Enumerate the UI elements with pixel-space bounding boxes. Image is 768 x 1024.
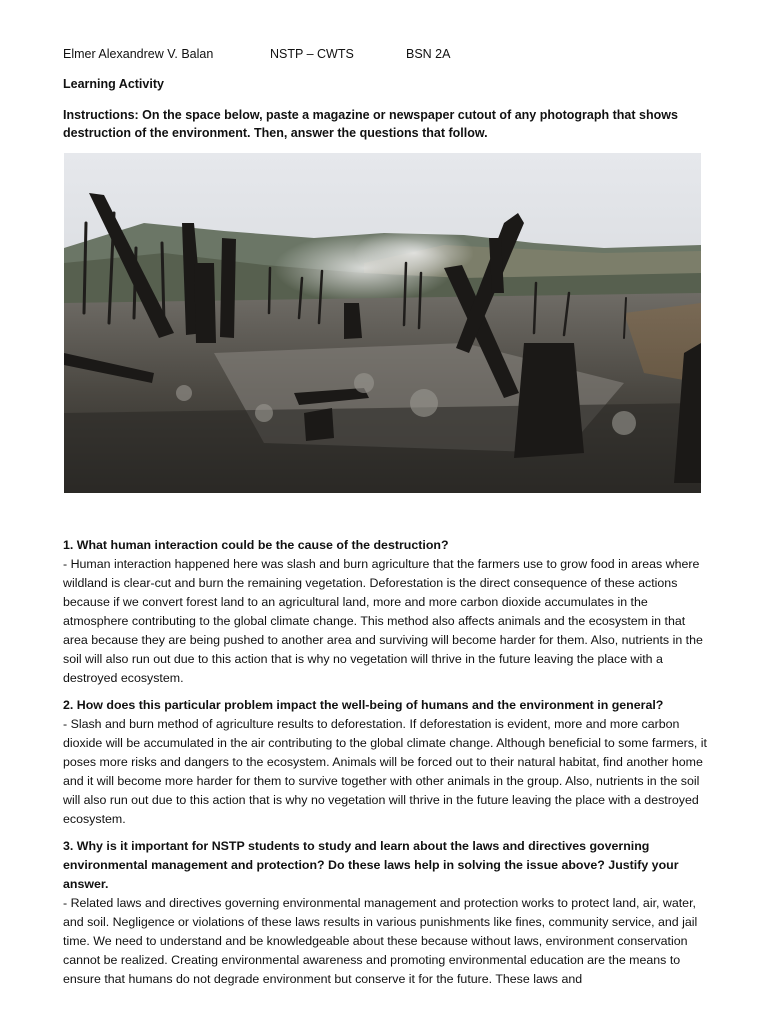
student-name: Elmer Alexandrew V. Balan bbox=[63, 47, 214, 61]
question-block bbox=[63, 837, 713, 989]
question-text: 1. What human interaction could be the cause of the destruction? bbox=[63, 538, 449, 552]
course-label: NSTP – CWTS bbox=[270, 47, 354, 61]
question-block bbox=[63, 536, 713, 688]
burned-forest-photo bbox=[64, 153, 701, 493]
question-block bbox=[63, 696, 713, 829]
activity-title: Learning Activity bbox=[63, 77, 164, 91]
section-label: BSN 2A bbox=[406, 47, 451, 61]
question-text: 3. Why is it important for NSTP students to study and learn about the laws and directives governing environmental management and protection? Do these laws help in solving the issue above? Justify your answer. bbox=[63, 839, 679, 891]
answer-text: - Slash and burn method of agriculture results to deforestation. If deforestation is evident, more and more carbon dioxide will be accumulated in the air contributing to the global climate change. Although beneficial to some farmers, it poses more risks and dangers to the ecosystem. Animals will be forced out to their natural habitat, find another home and it will become more harder for them to survive together with other animals in the group. Also, nutrients in the soil will also run out due to this action that is why no vegetation will thrive in the future leaving the place with a destroyed ecosystem. bbox=[63, 717, 707, 826]
photo-illustration bbox=[64, 153, 701, 493]
answer-text: - Human interaction happened here was slash and burn agriculture that the farmers use to grow food in areas where wildland is clear-cut and burn the remaining vegetation. Deforestation is the direct consequence of these actions because if we convert forest land to an agricultural land, more and more carbon dioxide accumulates in the atmosphere contributing to the global climate change. This method also affects animals and the ecosystem in that area because they are being pushed to another area and surviving will become harder for them. Also, nutrients in the soil will also run out due to this action that is why no vegetation will thrive in the future leaving the place with a destroyed ecosystem. bbox=[63, 557, 703, 685]
questions-section bbox=[63, 536, 713, 997]
answer-text: - Related laws and directives governing environmental management and protection works to protect land, air, water, and soil. Negligence or violations of these laws results in various punishments like fines, community service, and jail time. We need to understand and be knowledgeable about these because without laws, environment conservation cannot be realized. Creating environmental awareness and promoting environmental education are the means to ensure that humans do not degrade environment but conserve it for the future. These laws and bbox=[63, 896, 698, 986]
instructions-text: Instructions: On the space below, paste a magazine or newspaper cutout of any photograph that shows destruction of the environment. Then, answer the questions that follow. bbox=[63, 108, 678, 140]
question-text: 2. How does this particular problem impact the well-being of humans and the environment in general? bbox=[63, 698, 664, 712]
